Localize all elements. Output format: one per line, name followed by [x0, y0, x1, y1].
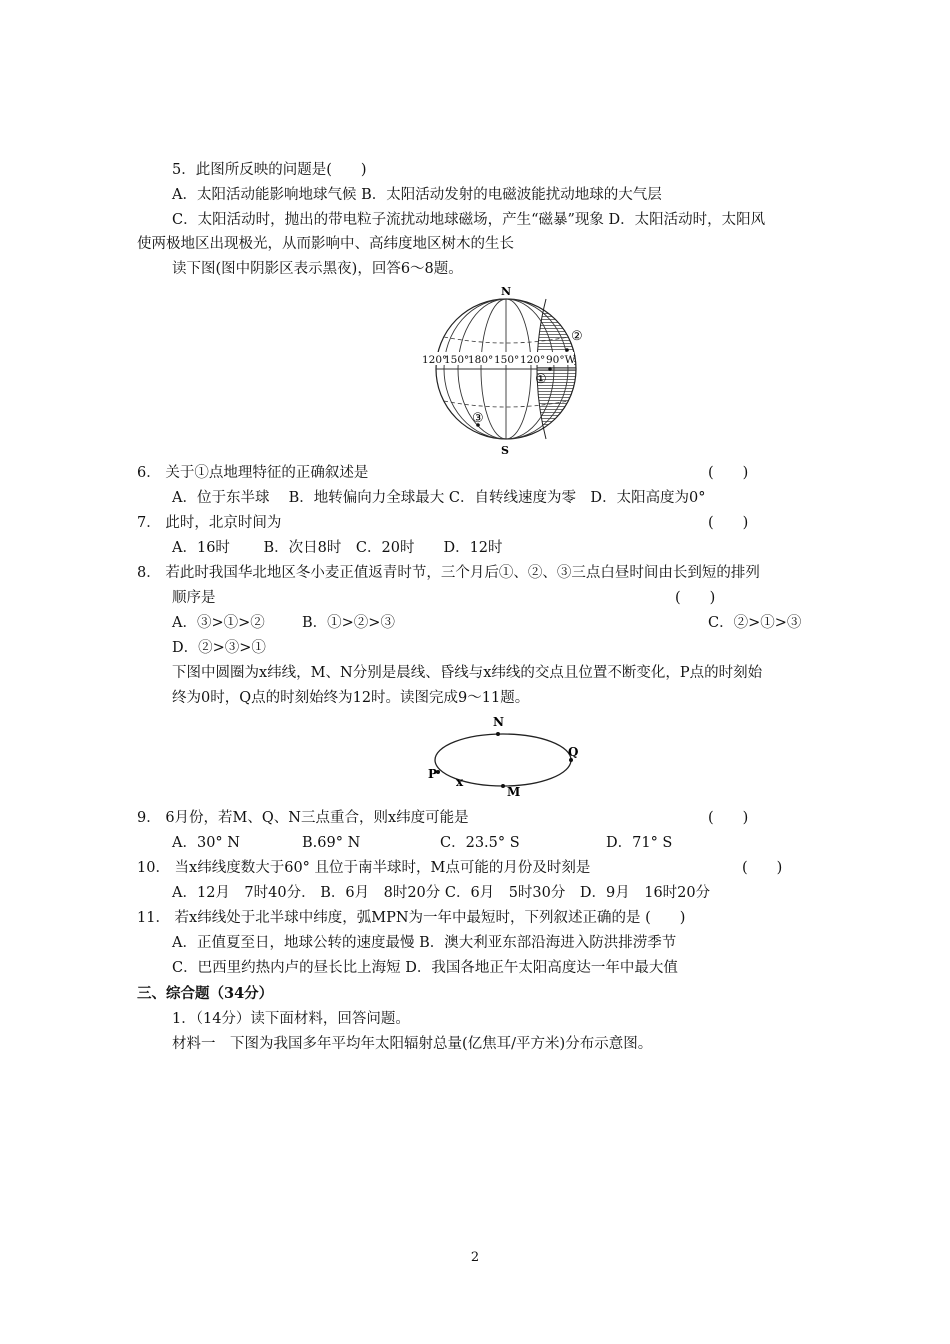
q11-options-ab: A．正值夏至日，地球公转的速度最慢 B．澳大利亚东部沿海进入防洪排涝季节 — [172, 935, 677, 951]
q10-stem: 10． 当x纬线度数大于60° 且位于南半球时，M点可能的月份及时刻是 — [137, 860, 591, 876]
q9-paren: ( ) — [708, 810, 749, 826]
q11-stem: 11． 若x纬线处于北半球中纬度，弧MPN为一年中最短时，下列叙述正确的是 ( ) — [137, 910, 686, 926]
south-label: S — [501, 444, 509, 457]
latitude-ellipse-diagram — [420, 712, 590, 804]
north-label: N — [501, 285, 512, 298]
q9-option-b: B.69° N — [302, 835, 361, 851]
ellipse-label-n: N — [493, 715, 504, 729]
section-3-q1: 1．（14分）读下面材料，回答问题。 — [172, 1011, 410, 1027]
section-3-title: 三、综合题（34分） — [137, 985, 274, 1002]
lon-label: 150° — [494, 354, 520, 366]
lon-label: 120° — [520, 354, 546, 366]
q9-option-a: A．30° N — [172, 835, 240, 851]
lon-label: 90°W — [546, 354, 576, 366]
q9-option-d: D．71° S — [606, 835, 673, 851]
q8-paren: ( ) — [675, 590, 716, 606]
q8-option-c: C．②>①>③ — [708, 615, 802, 631]
lon-label: 180° — [468, 354, 494, 366]
q5-options-cd-line2: 使两极地区出现极光，从而影响中、高纬度地区树木的生长 — [137, 236, 514, 252]
globe-diagram — [410, 282, 595, 458]
ellipse-label-m: M — [507, 785, 521, 799]
q8-option-a: A．③>①>② — [172, 615, 265, 631]
q9-stem: 9． 6月份，若M、Q、N三点重合，则x纬度可能是 — [137, 810, 469, 826]
page-number: 2 — [470, 1250, 480, 1265]
q5-stem: 5．此图所反映的问题是( ) — [172, 162, 367, 178]
lon-label: 150° — [444, 354, 470, 366]
q7-stem: 7． 此时，北京时间为 — [137, 515, 282, 531]
q8-stem: 8． 若此时我国华北地区冬小麦正值返青时节，三个月后①、②、③三点白昼时间由长到短的排列 — [137, 565, 760, 581]
section-3-material1: 材料一 下图为我国多年平均年太阳辐射总量(亿焦耳/平方米)分布示意图。 — [172, 1036, 653, 1052]
intro-6-8: 读下图(图中阴影区表示黑夜)，回答6～8题。 — [172, 261, 463, 277]
q11-options-cd: C．巴西里约热内卢的昼长比上海短 D．我国各地正午太阳高度达一年中最大值 — [172, 960, 678, 976]
marker-3: ③ — [472, 411, 484, 426]
intro-9-11-line2: 终为0时，Q点的时刻始终为12时。读图完成9～11题。 — [172, 690, 530, 706]
q8-stem2: 顺序是 — [172, 590, 216, 606]
q7-paren: ( ) — [708, 515, 749, 531]
q6-paren: ( ) — [708, 465, 749, 481]
lon-label: 120° — [422, 354, 448, 366]
q5-options-ab: A．太阳活动能影响地球气候 B．太阳活动发射的电磁波能扰动地球的大气层 — [172, 187, 662, 203]
q8-option-b: B．①>②>③ — [302, 615, 395, 631]
q5-options-cd-line1: C．太阳活动时，抛出的带电粒子流扰动地球磁场，产生“磁暴”现象 D．太阳活动时，太阳风 — [172, 212, 766, 228]
ellipse-label-x: x — [456, 775, 464, 789]
ellipse-label-q: Q — [568, 745, 579, 759]
marker-1: ① — [535, 372, 547, 387]
marker-2: ② — [571, 329, 583, 344]
intro-9-11-line1: 下图中圆圈为x纬线，M、N分别是晨线、昏线与x纬线的交点且位置不断变化，P点的时刻始 — [172, 665, 763, 681]
q6-stem: 6． 关于①点地理特征的正确叙述是 — [137, 465, 369, 481]
ellipse-label-p: P — [428, 767, 438, 781]
q6-options: A．位于东半球 B．地转偏向力全球最大 C．自转线速度为零 D．太阳高度为0° — [172, 490, 706, 506]
q10-paren: ( ) — [742, 860, 783, 876]
q10-options: A．12月 7时40分． B．6月 8时20分 C．6月 5时30分 D．9月 16时20分 — [172, 885, 711, 901]
q7-options: A．16时 B．次日8时 C．20时 D．12时 — [172, 540, 503, 556]
q8-option-d: D．②>③>① — [172, 640, 266, 656]
q9-option-c: C．23.5° S — [440, 835, 520, 851]
